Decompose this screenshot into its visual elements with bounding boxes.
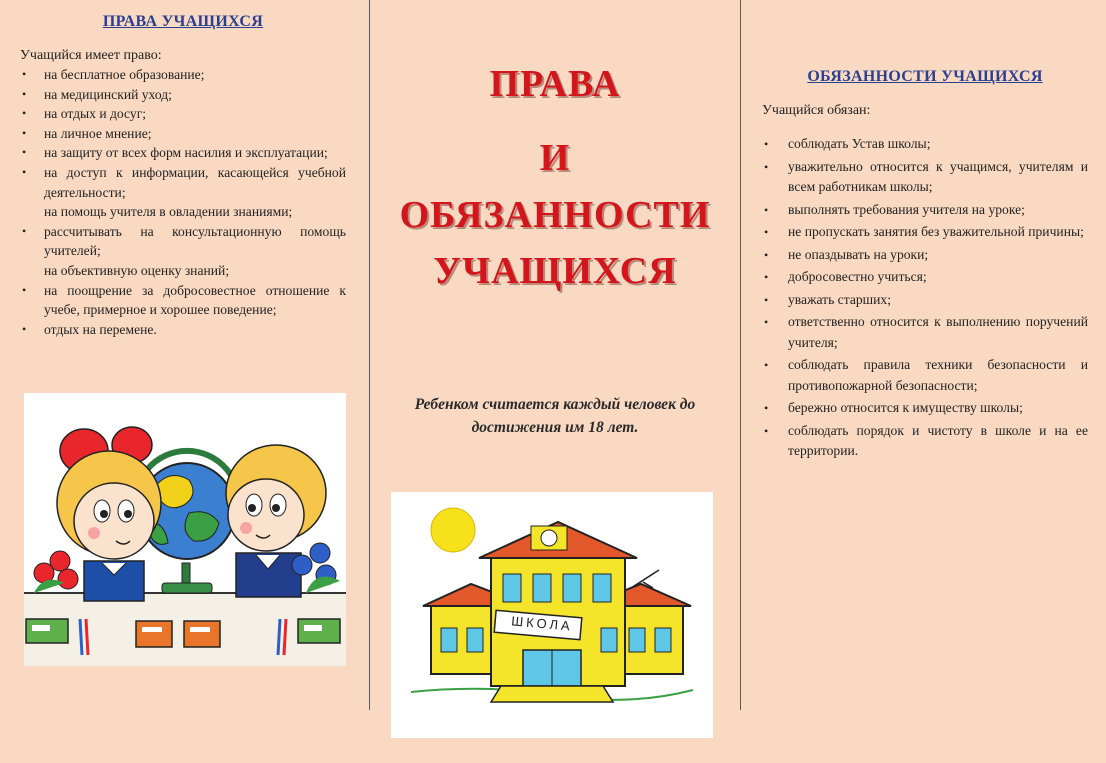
duties-list-item: • выполнять требования учителя на уроке; [762,200,1088,221]
rights-list-item: • на бесплатное образование; [20,65,346,85]
duties-list-item: • соблюдать Устав школы; [762,134,1088,155]
right-divider [740,0,741,710]
rights-intro: Учащийся имеет право: [20,48,162,63]
duties-list-item: • не опаздывать на уроки; [762,245,1088,266]
rights-list-item: • на поощрение за добросовестное отношение к учебе, примерное и хорошее поведение; [20,281,346,320]
kids-globe-illustration [24,393,346,666]
duties-list-item: • соблюдать правила техники безопасности и противопожарной безопасности; [762,355,1088,396]
duties-list-item: • добросовестно учиться; [762,267,1088,288]
rights-column [20,0,346,339]
duties-list-item: • соблюдать порядок и чистоту в школе и на ее территории. [762,421,1088,462]
rights-list-item: на объективную оценку знаний; [44,262,230,278]
rights-title: ПРАВА УЧАЩИХСЯ [102,13,264,30]
child-definition-note: Ребенком считается каждый человек до достижения им 18 лет. [414,396,696,436]
rights-list-item: • рассчитывать на консультационную помощь учителей; [20,222,346,261]
kids-globe-drawing [24,393,346,666]
rights-list-item: • на личное мнение; [20,124,346,144]
rights-list-item: • на медицинский уход; [20,85,346,105]
rights-list [20,65,346,339]
duties-list-item: • ответственно относится к выполнению поручений учителя; [762,312,1088,353]
main-title-line-2: И [539,137,571,179]
duties-intro: Учащийся обязан: [762,103,871,118]
duties-list-item: • не пропускать занятия без уважительной причины; [762,222,1088,243]
main-title-line-1: ПРАВА [489,63,621,105]
duties-title: ОБЯЗАННОСТИ УЧАЩИХСЯ [807,68,1043,85]
rights-list-item: • отдых на перемене. [20,320,346,340]
main-title-line-4: УЧАЩИХСЯ [433,250,677,292]
school-sign: ШКОЛА [510,613,574,634]
main-title-line-3: ОБЯЗАННОСТИ [399,194,711,236]
school-illustration [391,492,713,738]
duties-column [762,0,1088,464]
duties-list-item: • уважать старших; [762,290,1088,311]
duties-list [762,134,1088,462]
rights-list-item: • на доступ к информации, касающейся учебной деятельности; [20,163,346,202]
duties-list-item: • уважительно относится к учащимся, учителям и всем работникам школы; [762,157,1088,198]
rights-list-item: • на защиту от всех форм насилия и эксплуатации; [20,143,346,163]
rights-list-item: • на отдых и досуг; [20,104,346,124]
left-divider [369,0,370,710]
rights-list-item: на помощь учителя в овладении знаниями; [44,204,293,220]
duties-list-item: • бережно относится к имуществу школы; [762,398,1088,419]
school-drawing [391,492,713,738]
